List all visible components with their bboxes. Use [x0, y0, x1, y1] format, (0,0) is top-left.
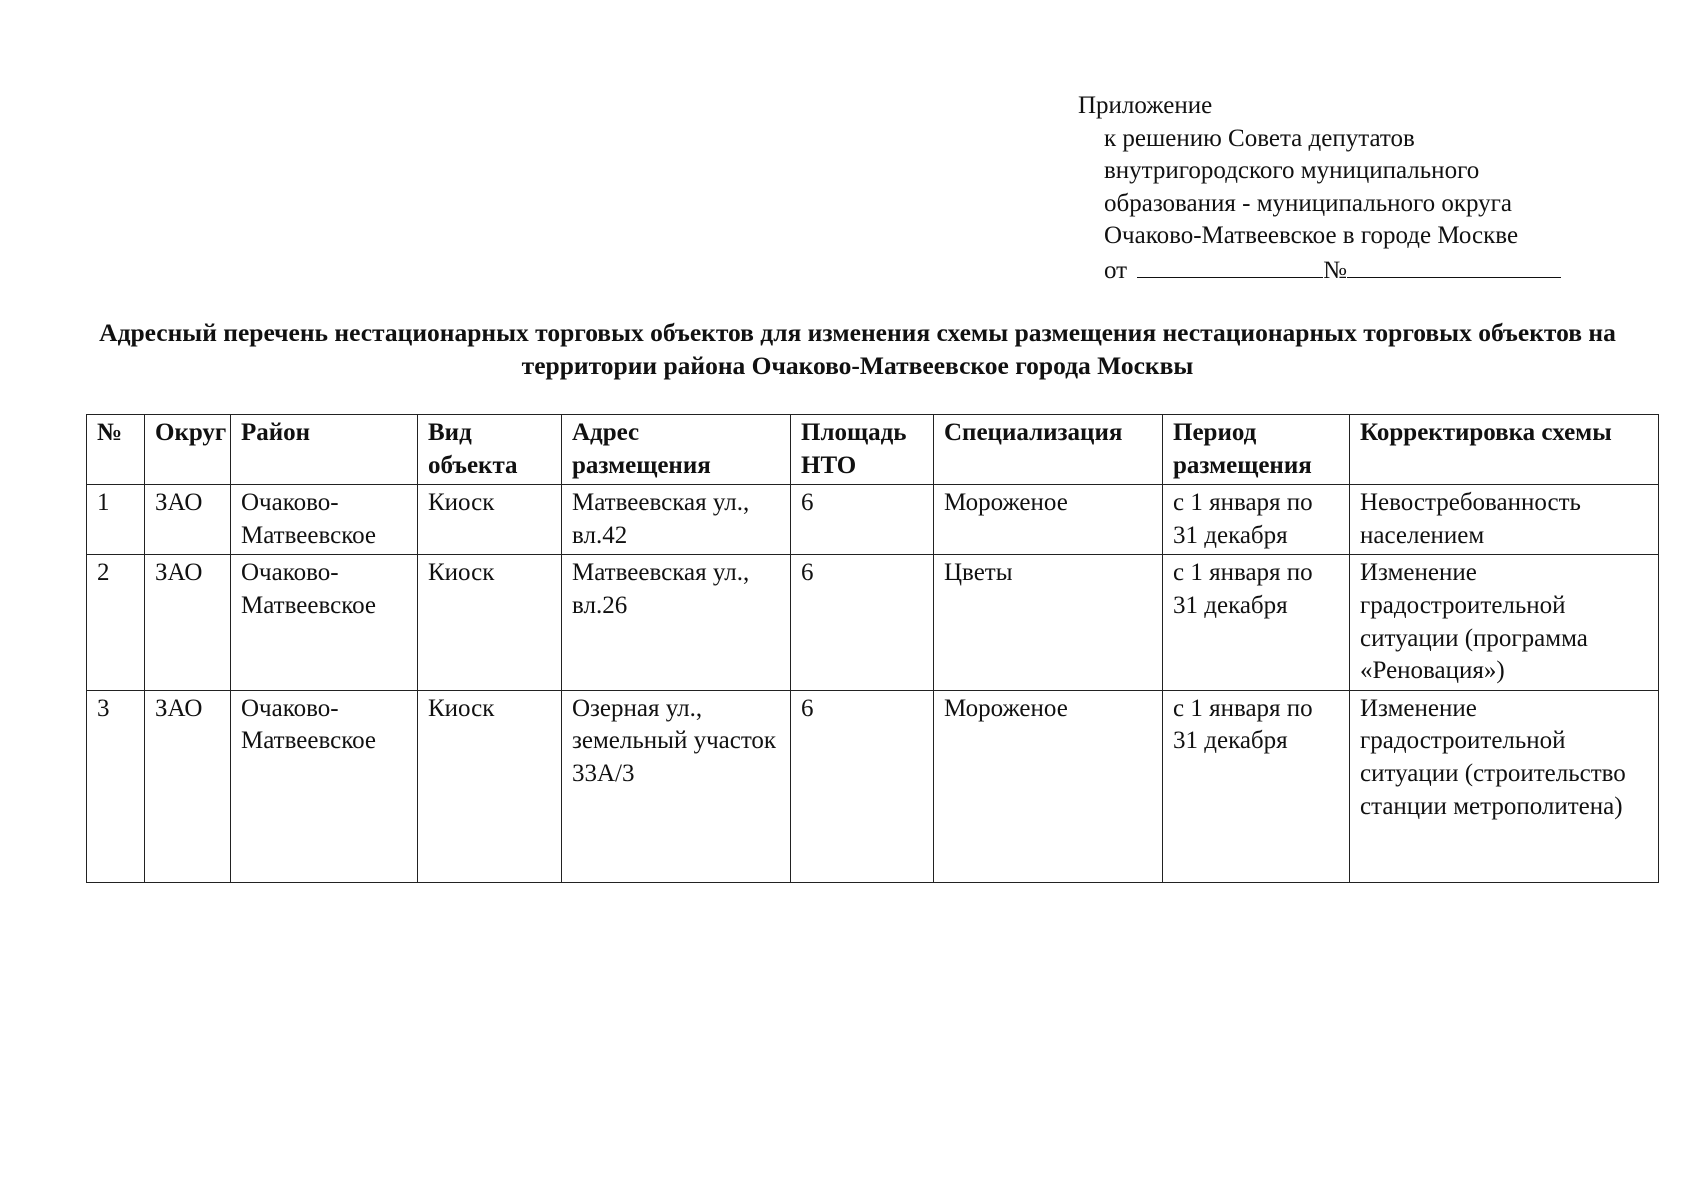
header-number: № — [87, 415, 145, 485]
table-row — [87, 485, 1659, 555]
appendix-line: внутригородского муниципального — [1104, 157, 1480, 185]
cell-area: 6 — [791, 555, 934, 690]
cell-specialization: Цветы — [934, 555, 1163, 690]
cell-okrug: ЗАО — [145, 555, 231, 690]
number-blank-field — [1347, 253, 1561, 278]
cell-correction: Невостребованность населением — [1350, 485, 1659, 555]
objects-table — [86, 414, 1659, 883]
cell-correction: Изменение градостроительной ситуации (программа «Реновация») — [1350, 555, 1659, 690]
cell-specialization: Мороженое — [934, 485, 1163, 555]
table-row — [87, 690, 1659, 882]
header-address: Адрес размещения — [562, 415, 791, 485]
cell-district: Очаково-Матвеевское — [231, 690, 418, 882]
cell-specialization: Мороженое — [934, 690, 1163, 882]
cell-period: с 1 января по 31 декабря — [1163, 485, 1350, 555]
header-period: Период размещения — [1163, 415, 1350, 485]
cell-okrug: ЗАО — [145, 485, 231, 555]
cell-object-type: Киоск — [418, 555, 562, 690]
cell-district: Очаково-Матвеевское — [231, 555, 418, 690]
date-number-line — [1078, 253, 1561, 288]
cell-object-type: Киоск — [418, 485, 562, 555]
from-label: от — [1104, 256, 1128, 284]
cell-address: Матвеевская ул., вл.42 — [562, 485, 791, 555]
cell-period: с 1 января по 31 декабря — [1163, 690, 1350, 882]
cell-number: 2 — [87, 555, 145, 690]
cell-okrug: ЗАО — [145, 690, 231, 882]
document-title: Адресный перечень нестационарных торговых объектов для изменения схемы размещения нестационарных торговых объектов на территории района Очаково-Матвеевское города Москвы — [99, 318, 1616, 380]
cell-address: Матвеевская ул., вл.26 — [562, 555, 791, 690]
date-blank-field — [1137, 253, 1323, 278]
table-row — [87, 555, 1659, 690]
header-district: Район — [231, 415, 418, 485]
table-header-row — [87, 415, 1659, 485]
cell-period: с 1 января по 31 декабря — [1163, 555, 1350, 690]
cell-address: Озерная ул., земельный участок 33А/3 — [562, 690, 791, 882]
cell-correction: Изменение градостроительной ситуации (строительство станции метрополитена) — [1350, 690, 1659, 882]
cell-object-type: Киоск — [418, 690, 562, 882]
appendix-line: к решению Совета депутатов — [1104, 124, 1415, 152]
appendix-title: Приложение — [1078, 92, 1213, 119]
cell-number: 3 — [87, 690, 145, 882]
appendix-line: Очаково-Матвеевское в городе Москве — [1104, 222, 1519, 250]
appendix-line: образования - муниципального округа — [1104, 189, 1513, 217]
appendix-block — [1078, 90, 1561, 288]
header-area: Площадь НТО — [791, 415, 934, 485]
header-okrug: Округ — [145, 415, 231, 485]
cell-area: 6 — [791, 690, 934, 882]
header-object-type: Вид объекта — [418, 415, 562, 485]
cell-number: 1 — [87, 485, 145, 555]
number-sign: № — [1323, 256, 1347, 284]
cell-district: Очаково-Матвеевское — [231, 485, 418, 555]
cell-area: 6 — [791, 485, 934, 555]
header-correction: Корректировка схемы — [1350, 415, 1659, 485]
header-specialization: Специализация — [934, 415, 1163, 485]
